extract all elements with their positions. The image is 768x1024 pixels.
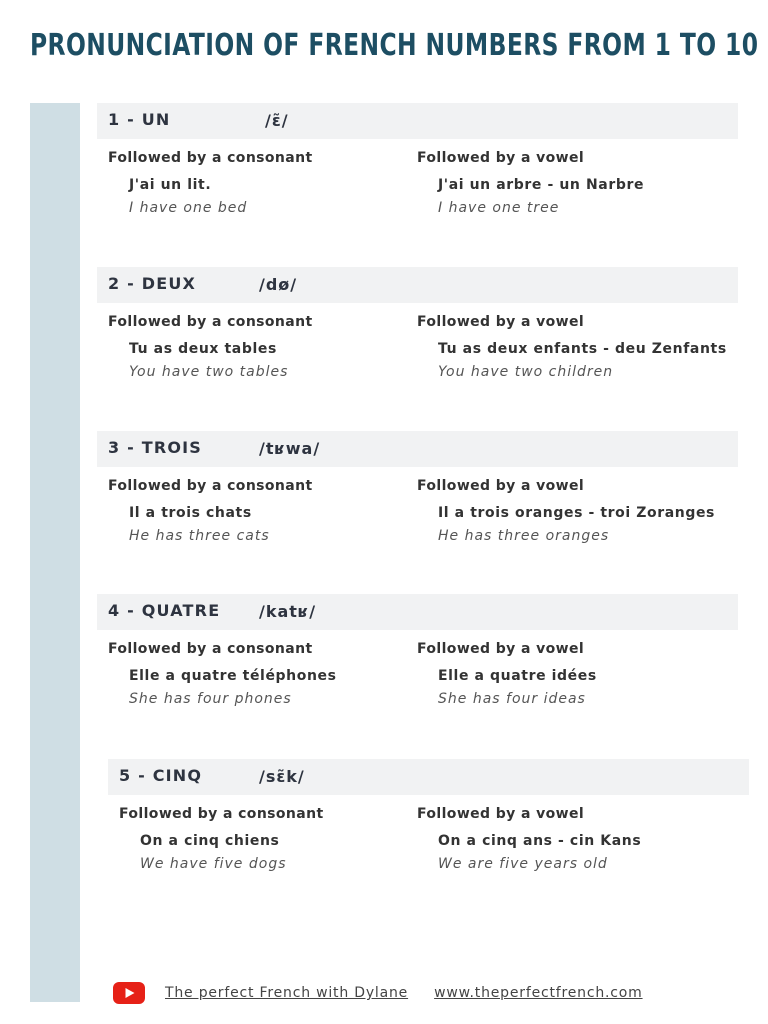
ipa-label: /tʁwa/ <box>259 439 321 458</box>
number-section-5 <box>108 759 749 872</box>
consonant-column <box>108 148 418 218</box>
consonant-heading: Followed by a consonant <box>108 150 313 166</box>
vowel-column <box>417 804 727 874</box>
consonant-column <box>108 312 418 382</box>
french-example: Il a trois chats <box>129 505 252 521</box>
vowel-column <box>417 639 727 709</box>
vowel-heading: Followed by a vowel <box>417 478 585 494</box>
french-example: Elle a quatre idées <box>438 668 597 684</box>
english-translation: You have two children <box>438 364 614 380</box>
consonant-column <box>108 476 418 546</box>
number-label: 3 - TROIS <box>108 438 203 457</box>
english-translation: I have one bed <box>129 200 248 216</box>
vowel-column <box>417 312 727 382</box>
french-example: Il a trois oranges - troi Zoranges <box>438 505 715 521</box>
consonant-column <box>119 804 429 874</box>
number-label: 5 - CINQ <box>119 766 203 785</box>
english-translation: She has four ideas <box>438 691 586 707</box>
french-example: Elle a quatre téléphones <box>129 668 337 684</box>
vowel-heading: Followed by a vowel <box>417 314 585 330</box>
youtube-icon[interactable] <box>113 982 145 1004</box>
french-example: J'ai un lit. <box>129 177 212 193</box>
vowel-heading: Followed by a vowel <box>417 150 585 166</box>
vowel-column <box>417 148 727 218</box>
number-section-1 <box>97 103 738 216</box>
number-label: 4 - QUATRE <box>108 601 221 620</box>
number-section-4 <box>97 594 738 707</box>
english-translation: He has three oranges <box>438 528 610 544</box>
page-title: PRONUNCIATION OF FRENCH NUMBERS FROM 1 TO 10 <box>30 28 759 63</box>
website-link[interactable]: www.theperfectfrench.com <box>434 985 643 1001</box>
number-section-3 <box>97 431 738 544</box>
number-label: 2 - DEUX <box>108 274 197 293</box>
ipa-label: /dø/ <box>259 275 298 294</box>
french-example: Tu as deux tables <box>129 341 277 357</box>
footer <box>113 980 643 1006</box>
section-header <box>108 759 749 795</box>
vowel-heading: Followed by a vowel <box>417 641 585 657</box>
french-example: On a cinq ans - cin Kans <box>438 833 642 849</box>
number-section-2 <box>97 267 738 380</box>
consonant-heading: Followed by a consonant <box>119 806 324 822</box>
consonant-heading: Followed by a consonant <box>108 478 313 494</box>
english-translation: You have two tables <box>129 364 289 380</box>
section-header <box>97 103 738 139</box>
vowel-column <box>417 476 727 546</box>
consonant-column <box>108 639 418 709</box>
ipa-label: /katʁ/ <box>259 602 317 621</box>
vowel-heading: Followed by a vowel <box>417 806 585 822</box>
youtube-channel-link[interactable]: The perfect French with Dylane <box>165 985 409 1001</box>
number-label: 1 - UN <box>108 110 171 129</box>
section-header <box>97 431 738 467</box>
english-translation: I have one tree <box>438 200 560 216</box>
french-example: Tu as deux enfants - deu Zenfants <box>438 341 727 357</box>
english-translation: We are five years old <box>438 856 608 872</box>
french-example: On a cinq chiens <box>140 833 280 849</box>
section-header <box>97 594 738 630</box>
section-header <box>97 267 738 303</box>
side-bar-decoration <box>30 103 80 1002</box>
english-translation: He has three cats <box>129 528 270 544</box>
consonant-heading: Followed by a consonant <box>108 641 313 657</box>
ipa-label: /ɛ̃/ <box>265 111 289 130</box>
english-translation: We have five dogs <box>140 856 287 872</box>
french-example: J'ai un arbre - un Narbre <box>438 177 645 193</box>
english-translation: She has four phones <box>129 691 292 707</box>
consonant-heading: Followed by a consonant <box>108 314 313 330</box>
ipa-label: /sɛ̃k/ <box>259 767 305 786</box>
